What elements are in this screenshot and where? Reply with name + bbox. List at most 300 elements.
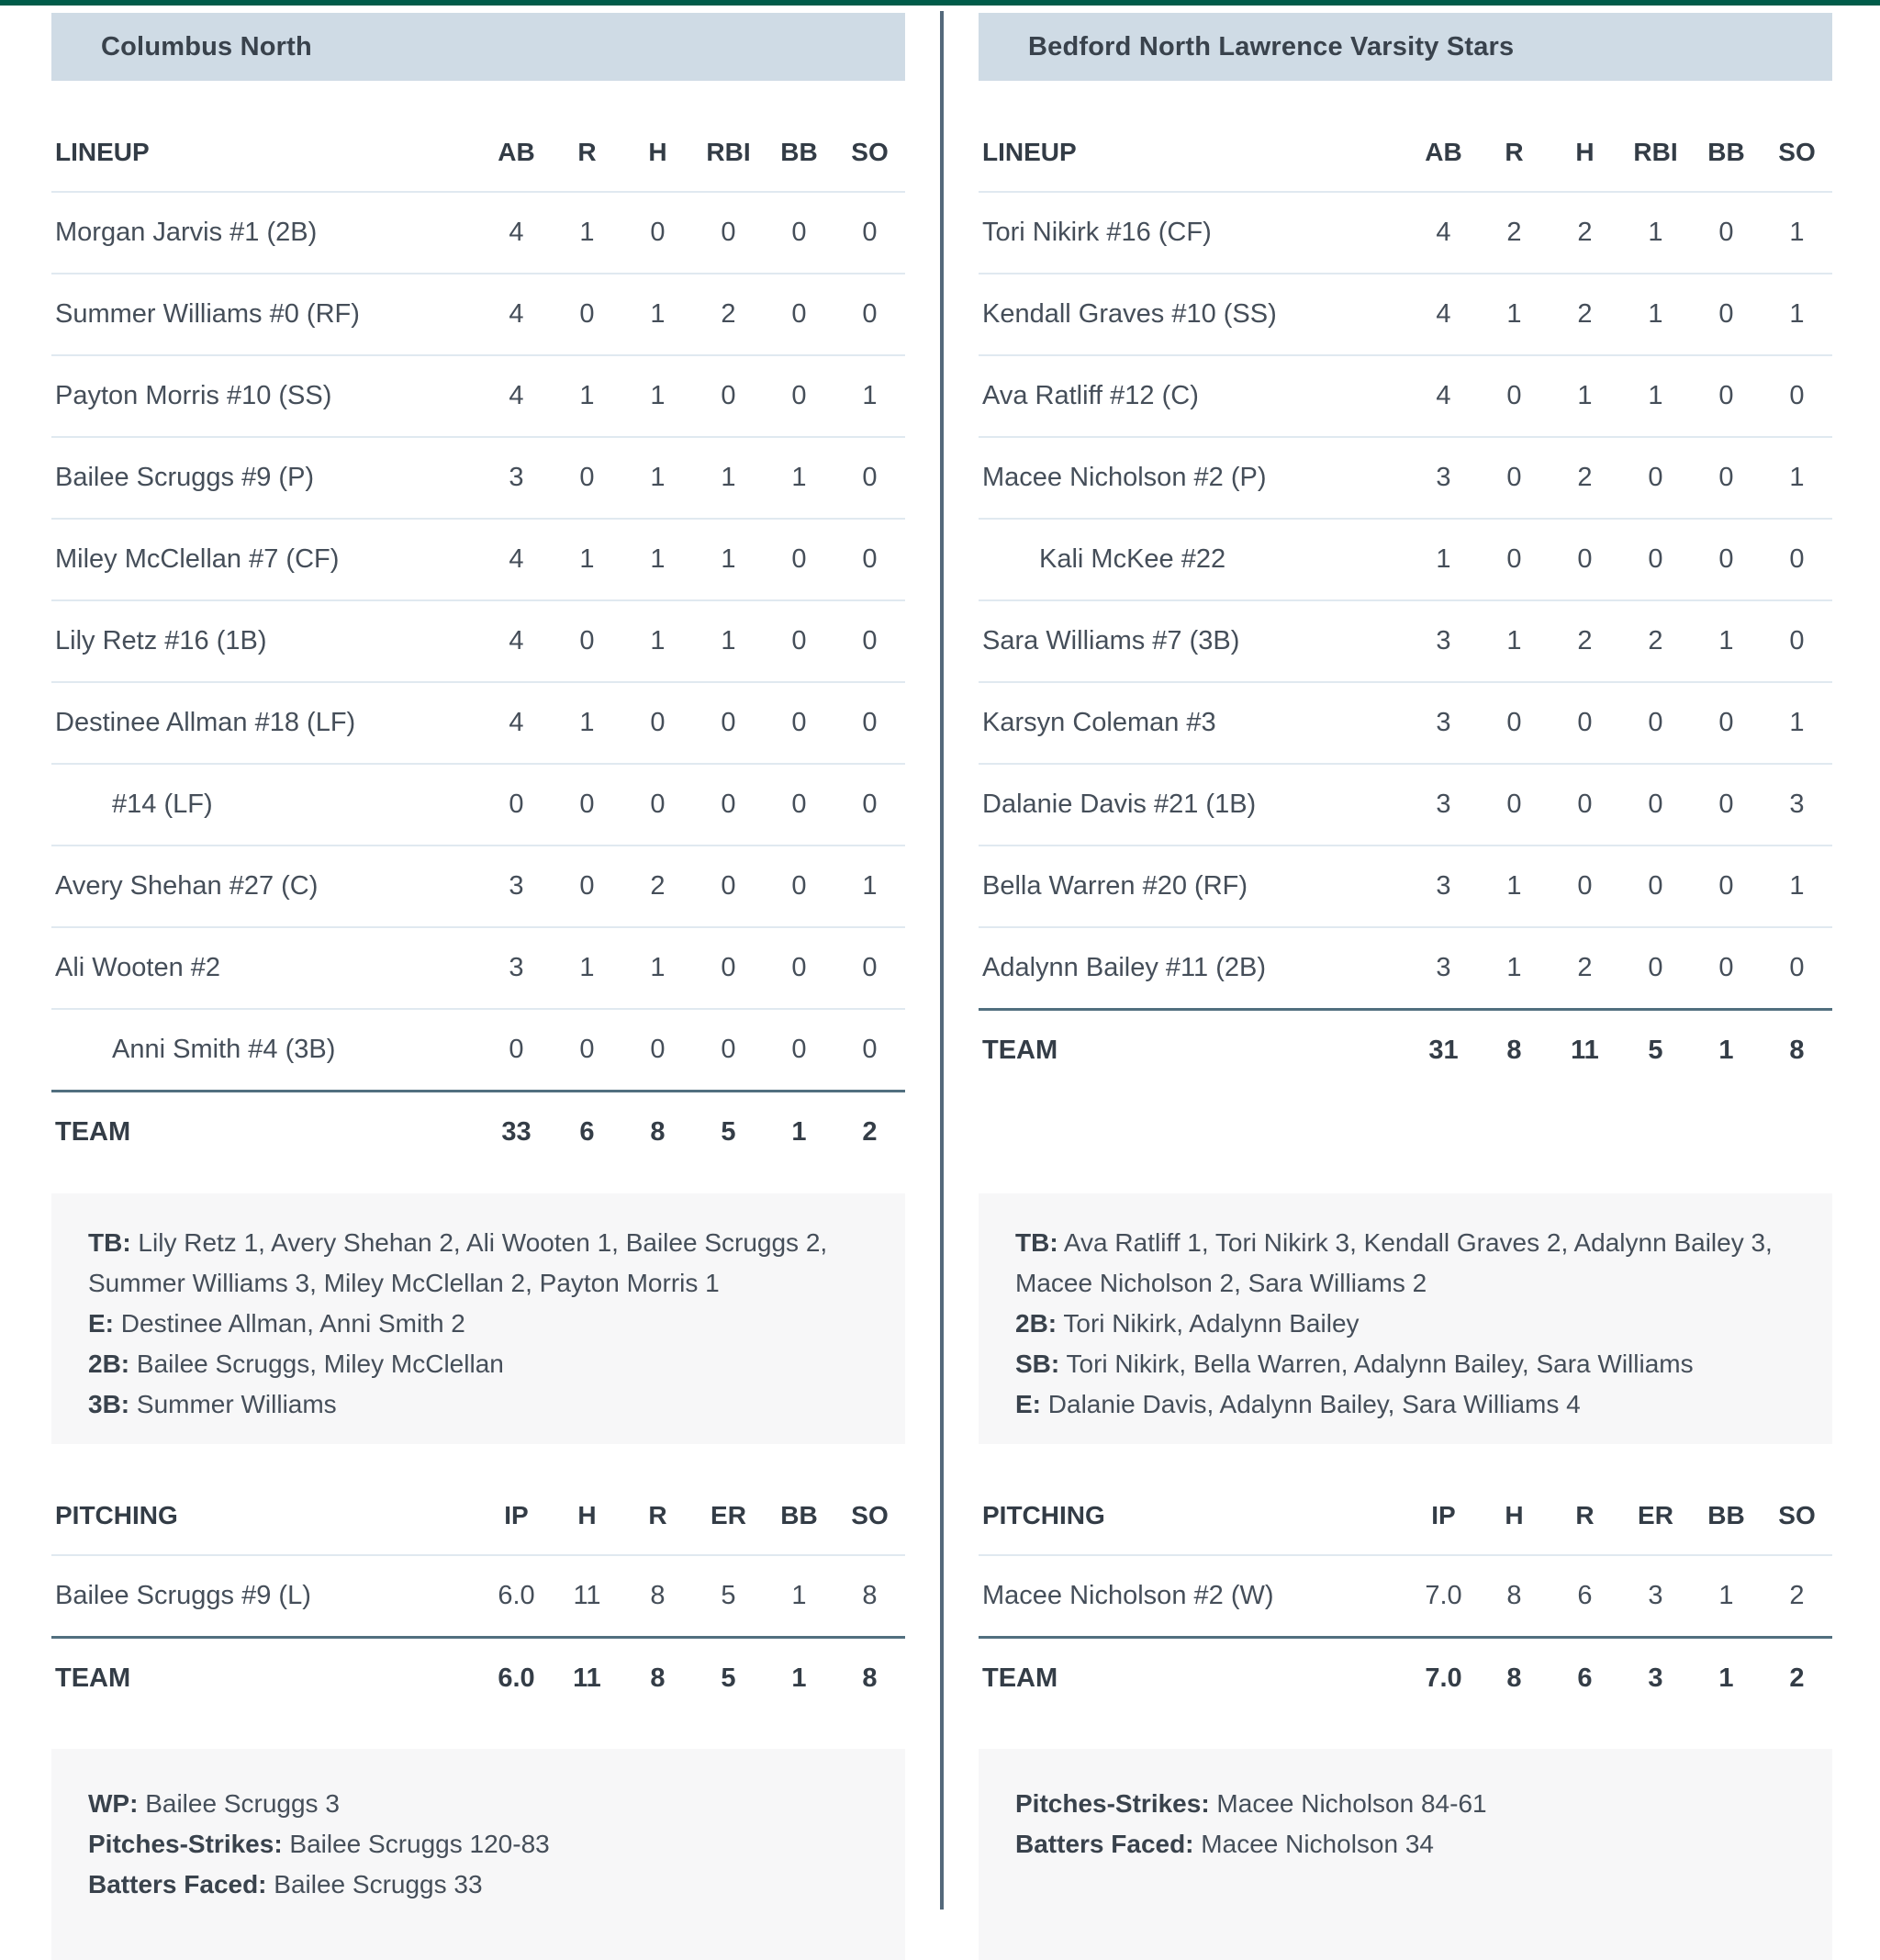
note-text: Ava Ratliff 1, Tori Nikirk 3, Kendall Graves 2, Adalynn Bailey 3, Macee Nicholson 2, Sara Williams 2 [1015,1228,1773,1297]
player-row [979,927,1832,1010]
stat-column-header: ER [693,1477,764,1555]
team-total-cell: 1 [1691,1010,1762,1092]
player-name: Kali McKee #22 [979,519,1408,600]
team-name: Columbus North [101,31,312,62]
stat-cell: 3 [1408,682,1479,764]
stat-cell: 1 [764,437,834,519]
note-line [1015,1824,1796,1865]
player-row [51,764,905,846]
stat-cell: 1 [1762,192,1832,274]
note-label: Pitches-Strikes: [1015,1789,1210,1818]
stat-cell: 1 [1762,274,1832,355]
lineup-table [51,114,905,1172]
player-row [51,274,905,355]
note-line [88,1344,868,1384]
stat-cell: 2 [1550,274,1620,355]
player-name: Destinee Allman #18 (LF) [51,682,481,764]
note-label: E: [1015,1390,1041,1418]
player-row [979,274,1832,355]
stat-cell: 0 [693,764,764,846]
stat-cell: 0 [1550,519,1620,600]
stat-cell: 0 [1762,927,1832,1010]
stat-cell: 0 [1691,355,1762,437]
stat-cell: 0 [552,846,622,927]
stat-cell: 4 [481,519,552,600]
player-name: Macee Nicholson #2 (P) [979,437,1408,519]
stat-cell: 0 [1762,355,1832,437]
stat-cell: 11 [552,1555,622,1638]
stat-column-header: H [1550,114,1620,192]
note-text: Bailee Scruggs, Miley McClellan [129,1350,504,1378]
stat-cell: 0 [481,764,552,846]
stat-cell: 1 [1691,600,1762,682]
player-row [979,764,1832,846]
stat-cell: 0 [1762,600,1832,682]
player-row [979,355,1832,437]
stat-column-header: H [1479,1477,1550,1555]
stat-cell: 0 [1620,846,1691,927]
table-title: LINEUP [979,114,1408,192]
stat-cell: 7.0 [1408,1555,1479,1638]
team-total-cell: 33 [481,1092,552,1173]
lineup-section [51,114,905,1193]
batting-notes [51,1193,905,1444]
player-name: Adalynn Bailey #11 (2B) [979,927,1408,1010]
team-total-cell: 2 [1762,1638,1832,1719]
team-total-cell: 8 [622,1638,693,1719]
player-row [51,1009,905,1092]
team-total-cell: 8 [834,1638,905,1719]
stat-cell: 3 [1408,927,1479,1010]
player-row [51,1555,905,1638]
stat-cell: 3 [1408,437,1479,519]
stat-cell: 6 [1550,1555,1620,1638]
team-totals-row [51,1638,905,1719]
note-text: Summer Williams [129,1390,337,1418]
stat-cell: 0 [834,437,905,519]
player-name: Ava Ratliff #12 (C) [979,355,1408,437]
stat-cell: 0 [1550,682,1620,764]
stat-cell: 0 [693,355,764,437]
stat-cell: 0 [834,600,905,682]
stat-cell: 0 [693,846,764,927]
note-line [88,1384,868,1425]
team-total-cell: 1 [764,1638,834,1719]
player-row [979,846,1832,927]
note-label: WP: [88,1789,139,1818]
team-total-cell: 5 [693,1092,764,1173]
team-total-cell: 11 [1550,1010,1620,1092]
stat-cell: 0 [1620,682,1691,764]
stat-cell: 2 [622,846,693,927]
player-name: Payton Morris #10 (SS) [51,355,481,437]
stat-cell: 2 [1550,600,1620,682]
stat-column-header: IP [481,1477,552,1555]
stat-column-header: RBI [1620,114,1691,192]
note-line [88,1824,868,1865]
note-text: Lily Retz 1, Avery Shehan 2, Ali Wooten 1, Bailee Scruggs 2, Summer Williams 3, Miley McClellan 2, Payton Morris 1 [88,1228,828,1297]
note-text: Bailee Scruggs 3 [138,1789,340,1818]
stat-cell: 0 [834,274,905,355]
stat-cell: 0 [1479,437,1550,519]
stat-cell: 1 [622,274,693,355]
stat-cell: 0 [481,1009,552,1092]
note-line [1015,1223,1796,1304]
player-row [979,682,1832,764]
stat-column-header: IP [1408,1477,1479,1555]
stat-column-header: SO [1762,114,1832,192]
team-total-cell: 3 [1620,1638,1691,1719]
player-row [51,192,905,274]
team-total-cell: 7.0 [1408,1638,1479,1719]
stat-cell: 1 [693,437,764,519]
player-name: Bella Warren #20 (RF) [979,846,1408,927]
stat-cell: 0 [693,682,764,764]
stat-cell: 1 [1762,846,1832,927]
stat-cell: 1 [1550,355,1620,437]
stat-cell: 1 [834,355,905,437]
stat-column-header: H [622,114,693,192]
pitching-notes [979,1749,1832,1960]
stat-column-header: BB [764,114,834,192]
stat-cell: 0 [693,1009,764,1092]
note-line [88,1865,868,1905]
stat-cell: 0 [764,355,834,437]
stat-cell: 1 [1620,192,1691,274]
note-label: TB: [88,1228,131,1257]
player-row [51,519,905,600]
stat-cell: 1 [764,1555,834,1638]
stat-cell: 0 [764,600,834,682]
pitching-table [51,1477,905,1719]
player-row [51,846,905,927]
stat-cell: 0 [1479,764,1550,846]
team-total-cell: 11 [552,1638,622,1719]
stat-cell: 4 [481,192,552,274]
note-label: 3B: [88,1390,130,1418]
stat-cell: 0 [1479,519,1550,600]
stat-cell: 8 [1479,1555,1550,1638]
stat-cell: 0 [1691,682,1762,764]
stat-cell: 1 [622,355,693,437]
stat-cell: 2 [1550,437,1620,519]
stat-cell: 0 [764,927,834,1009]
stat-column-header: BB [764,1477,834,1555]
stat-cell: 0 [1691,927,1762,1010]
note-label: 2B: [1015,1309,1058,1338]
stat-cell: 4 [481,274,552,355]
note-text: Macee Nicholson 34 [1193,1830,1434,1858]
team-totals-row [979,1638,1832,1719]
team-total-cell: 6 [1550,1638,1620,1719]
stat-cell: 2 [693,274,764,355]
pitching-notes [51,1749,905,1960]
stat-cell: 0 [1691,437,1762,519]
player-name: Summer Williams #0 (RF) [51,274,481,355]
stat-cell: 1 [552,682,622,764]
team-header [51,13,905,81]
team-total-cell: 6.0 [481,1638,552,1719]
note-line [88,1223,868,1304]
stat-cell: 0 [764,846,834,927]
stat-cell: 0 [834,764,905,846]
note-label: TB: [1015,1228,1058,1257]
stat-cell: 0 [1620,764,1691,846]
stat-cell: 0 [1762,519,1832,600]
stat-cell: 0 [693,927,764,1009]
stat-cell: 0 [1620,927,1691,1010]
note-line [1015,1344,1796,1384]
player-row [979,192,1832,274]
note-text: Tori Nikirk, Adalynn Bailey [1057,1309,1360,1338]
stat-cell: 4 [481,682,552,764]
stat-cell: 0 [764,519,834,600]
stat-cell: 0 [1691,846,1762,927]
stat-cell: 0 [622,682,693,764]
stat-cell: 1 [693,519,764,600]
stat-cell: 1 [552,355,622,437]
note-text: Bailee Scruggs 120-83 [282,1830,550,1858]
stat-cell: 8 [834,1555,905,1638]
table-header-row [979,114,1832,192]
stat-cell: 0 [1550,764,1620,846]
stat-cell: 3 [481,846,552,927]
stat-cell: 1 [622,600,693,682]
table-header-row [51,1477,905,1555]
lineup-section [979,114,1832,1193]
stat-cell: 0 [622,192,693,274]
stat-cell: 2 [1620,600,1691,682]
stat-cell: 3 [481,927,552,1009]
stat-cell: 0 [834,1009,905,1092]
stat-cell: 0 [1479,355,1550,437]
note-text: Destinee Allman, Anni Smith 2 [114,1309,465,1338]
stat-cell: 4 [1408,192,1479,274]
stat-cell: 1 [1620,355,1691,437]
player-name: Karsyn Coleman #3 [979,682,1408,764]
stat-column-header: R [552,114,622,192]
team-header [979,13,1832,81]
stat-cell: 0 [834,682,905,764]
stat-cell: 0 [552,764,622,846]
stat-cell: 4 [481,600,552,682]
stat-column-header: SO [1762,1477,1832,1555]
team-total-cell: 31 [1408,1010,1479,1092]
stat-column-header: R [1479,114,1550,192]
note-line [1015,1304,1796,1344]
player-name: Sara Williams #7 (3B) [979,600,1408,682]
stat-cell: 0 [622,764,693,846]
team-name: Bedford North Lawrence Varsity Stars [1028,31,1515,62]
player-row [979,600,1832,682]
stat-column-header: SO [834,1477,905,1555]
player-row [51,682,905,764]
player-name: Dalanie Davis #21 (1B) [979,764,1408,846]
stat-cell: 1 [834,846,905,927]
stat-cell: 0 [764,1009,834,1092]
player-row [979,519,1832,600]
stat-column-header: ER [1620,1477,1691,1555]
team-totals-label: TEAM [979,1010,1408,1092]
team-total-cell: 5 [693,1638,764,1719]
player-row [51,437,905,519]
team-total-cell: 8 [1762,1010,1832,1092]
stat-column-header: AB [481,114,552,192]
note-text: Tori Nikirk, Bella Warren, Adalynn Bailey, Sara Williams [1059,1350,1694,1378]
batting-notes [979,1193,1832,1444]
stat-cell: 0 [693,192,764,274]
stat-cell: 1 [693,600,764,682]
player-row [51,600,905,682]
stat-cell: 0 [1479,682,1550,764]
stat-cell: 4 [481,355,552,437]
stat-column-header: H [552,1477,622,1555]
note-label: E: [88,1309,114,1338]
stat-cell: 1 [552,927,622,1009]
note-label: Pitches-Strikes: [88,1830,283,1858]
player-name: Anni Smith #4 (3B) [51,1009,481,1092]
stat-cell: 0 [834,519,905,600]
stat-cell: 3 [1408,600,1479,682]
stat-cell: 1 [1479,846,1550,927]
stat-cell: 0 [834,927,905,1009]
stat-cell: 2 [1479,192,1550,274]
stat-column-header: AB [1408,114,1479,192]
stat-cell: 1 [1479,274,1550,355]
team-total-cell: 8 [1479,1010,1550,1092]
note-text: Bailee Scruggs 33 [266,1870,483,1898]
player-name: Kendall Graves #10 (SS) [979,274,1408,355]
stat-cell: 0 [552,600,622,682]
team-totals-label: TEAM [51,1638,481,1719]
team-totals-row [979,1010,1832,1092]
stat-cell: 1 [622,437,693,519]
player-name: Macee Nicholson #2 (W) [979,1555,1408,1638]
player-row [979,437,1832,519]
stat-column-header: SO [834,114,905,192]
team-totals-label: TEAM [979,1638,1408,1719]
table-header-row [51,114,905,192]
stat-cell: 0 [1620,519,1691,600]
note-label: SB: [1015,1350,1060,1378]
table-title: PITCHING [51,1477,481,1555]
stat-cell: 1 [1762,437,1832,519]
stat-cell: 4 [1408,274,1479,355]
stat-cell: 0 [1691,192,1762,274]
stat-cell: 1 [552,519,622,600]
team-totals-label: TEAM [51,1092,481,1173]
stat-cell: 1 [622,519,693,600]
stat-cell: 0 [552,1009,622,1092]
note-line [88,1784,868,1824]
stat-cell: 3 [1762,764,1832,846]
team-column-home [979,13,1832,1960]
stat-cell: 3 [1408,846,1479,927]
note-text: Dalanie Davis, Adalynn Bailey, Sara Williams 4 [1041,1390,1581,1418]
player-name: Bailee Scruggs #9 (L) [51,1555,481,1638]
player-name: Miley McClellan #7 (CF) [51,519,481,600]
note-text: Macee Nicholson 84-61 [1209,1789,1487,1818]
stat-cell: 3 [1408,764,1479,846]
stat-column-header: R [622,1477,693,1555]
stat-column-header: BB [1691,114,1762,192]
stat-cell: 0 [1620,437,1691,519]
player-name: Morgan Jarvis #1 (2B) [51,192,481,274]
stat-cell: 1 [1408,519,1479,600]
stat-cell: 2 [1550,192,1620,274]
team-total-cell: 1 [1691,1638,1762,1719]
note-line [88,1304,868,1344]
stat-cell: 0 [552,274,622,355]
stat-cell: 1 [1762,682,1832,764]
stat-cell: 1 [622,927,693,1009]
stat-cell: 0 [552,437,622,519]
team-total-cell: 6 [552,1092,622,1173]
player-name: Lily Retz #16 (1B) [51,600,481,682]
stat-cell: 0 [1691,764,1762,846]
stat-cell: 3 [1620,1555,1691,1638]
player-name: Bailee Scruggs #9 (P) [51,437,481,519]
stat-cell: 6.0 [481,1555,552,1638]
team-total-cell: 5 [1620,1010,1691,1092]
note-label: Batters Faced: [1015,1830,1194,1858]
team-column-away [51,13,905,1960]
stat-cell: 1 [1479,600,1550,682]
player-name: Avery Shehan #27 (C) [51,846,481,927]
table-title: LINEUP [51,114,481,192]
note-label: 2B: [88,1350,130,1378]
stat-column-header: BB [1691,1477,1762,1555]
stat-cell: 1 [1620,274,1691,355]
stat-column-header: R [1550,1477,1620,1555]
team-total-cell: 8 [622,1092,693,1173]
stat-cell: 0 [764,192,834,274]
pitching-table [979,1477,1832,1719]
stat-cell: 0 [1550,846,1620,927]
note-line [1015,1384,1796,1425]
stat-cell: 3 [481,437,552,519]
stat-cell: 0 [834,192,905,274]
table-title: PITCHING [979,1477,1408,1555]
stat-cell: 5 [693,1555,764,1638]
player-name: Ali Wooten #2 [51,927,481,1009]
stat-cell: 8 [622,1555,693,1638]
stat-cell: 1 [1479,927,1550,1010]
note-label: Batters Faced: [88,1870,267,1898]
stat-cell: 0 [764,274,834,355]
stat-cell: 1 [552,192,622,274]
stat-cell: 0 [1691,519,1762,600]
player-row [979,1555,1832,1638]
stat-cell: 2 [1550,927,1620,1010]
player-row [51,927,905,1009]
player-name: Tori Nikirk #16 (CF) [979,192,1408,274]
team-totals-row [51,1092,905,1173]
table-header-row [979,1477,1832,1555]
stat-cell: 0 [764,682,834,764]
stat-cell: 0 [764,764,834,846]
team-total-cell: 2 [834,1092,905,1173]
note-line [1015,1784,1796,1824]
stat-column-header: RBI [693,114,764,192]
lineup-table [979,114,1832,1091]
team-total-cell: 1 [764,1092,834,1173]
player-name: #14 (LF) [51,764,481,846]
stat-cell: 0 [1691,274,1762,355]
stat-cell: 1 [1691,1555,1762,1638]
stat-cell: 2 [1762,1555,1832,1638]
player-row [51,355,905,437]
